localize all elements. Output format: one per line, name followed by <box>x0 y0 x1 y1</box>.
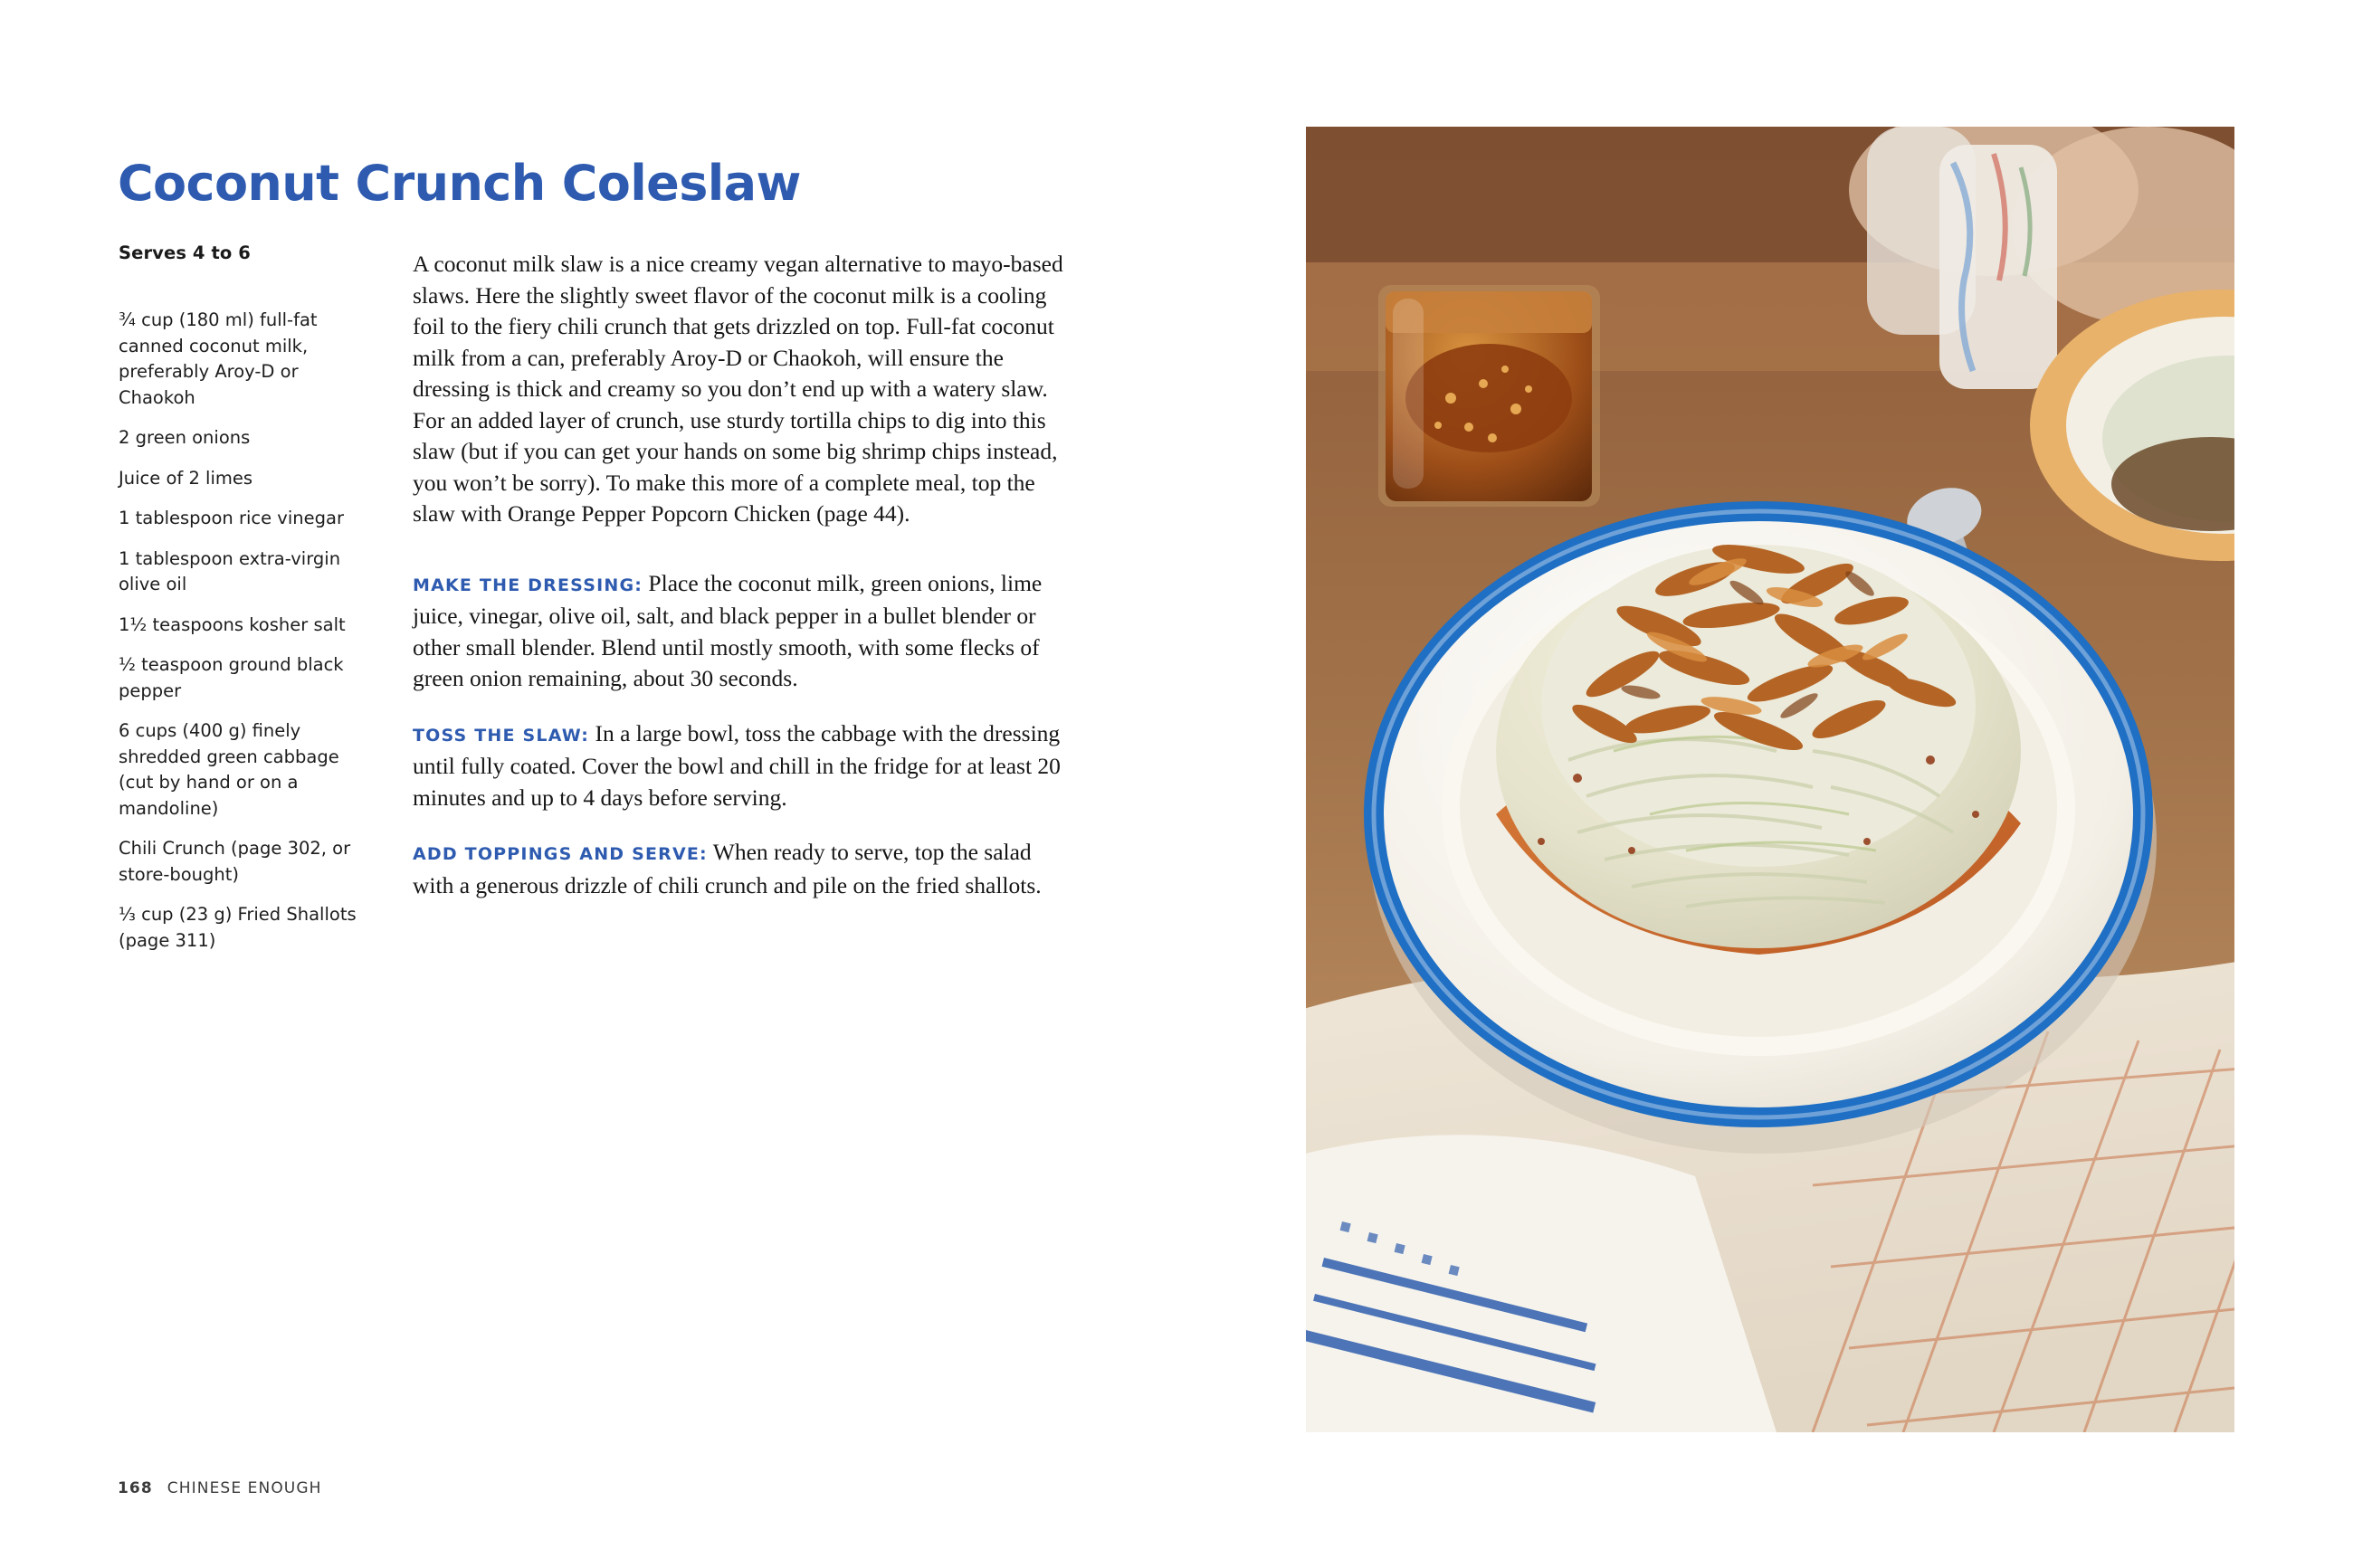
list-item: 1½ teaspoons kosher salt <box>119 613 346 635</box>
recipe-body <box>413 249 1072 925</box>
page-footer <box>118 1479 322 1497</box>
list-item: 1 tablespoon rice vinegar <box>119 508 344 528</box>
recipe-intro-paragraph: A coconut milk slaw is a nice creamy vegan alternative to mayo-based slaws. Here the slightly sweet flavor of the coconut milk is a cooling foil to the fiery chili crunch that gets drizzled on top. Full-fat coconut milk from a can, preferably Aroy-D or Chaokoh, will ensure the dressing is thick and creamy so you don’t end up with a watery slaw. For an added layer of crunch, use sturdy tortilla chips to dig into this slaw (but if you can get your hands on some big shrimp chips instead, you won’t be sorry). To make this more of a complete meal, top the slaw with Orange Pepper Popcorn Chicken (page 44). <box>413 251 1063 527</box>
recipe-step <box>413 837 1072 901</box>
recipe-step <box>413 568 1072 695</box>
serves-label: Serves 4 to 6 <box>119 242 251 263</box>
list-item: Chili Crunch (page 302, or store-bought) <box>119 838 351 885</box>
page-number: 168 <box>118 1479 153 1497</box>
step-text: Place the coconut milk, green onions, lime juice, vinegar, olive oil, salt, and black pepper in a bullet blender or other small blender. Blend until mostly smooth, with some flecks of green onion remaining, about 30 seconds. <box>413 569 1043 691</box>
book-title: CHINESE ENOUGH <box>167 1479 322 1497</box>
page-title: Coconut Crunch Coleslaw <box>118 155 801 213</box>
step-label: TOSS THE SLAW: <box>413 725 590 746</box>
list-item: 2 green onions <box>119 427 251 448</box>
recipe-photo <box>1306 127 2234 1432</box>
list-item: ¾ cup (180 ml) full-fat canned coconut milk, preferably Aroy-D or Chaokoh <box>119 309 318 408</box>
list-item: 1 tablespoon extra-virgin olive oil <box>119 547 341 594</box>
recipe-step <box>413 718 1072 814</box>
step-label: MAKE THE DRESSING: <box>413 575 643 595</box>
step-text: In a large bowl, toss the cabbage with the dressing until fully coated. Cover the bowl and chill in the fridge for at least 20 minutes and up to 4 days before serving. <box>413 719 1061 811</box>
list-item: 6 cups (400 g) finely shredded green cabbage (cut by hand or on a mandoline) <box>119 720 339 819</box>
list-item: ½ teaspoon ground black pepper <box>119 654 344 701</box>
step-label: ADD TOPPINGS AND SERVE: <box>413 844 708 864</box>
list-item: ⅓ cup (23 g) Fried Shallots (page 311) <box>119 904 357 951</box>
step-text: When ready to serve, top the salad with a generous drizzle of chili crunch and pile on the fried shallots. <box>413 839 1042 898</box>
list-item: Juice of 2 limes <box>119 467 253 489</box>
ingredients-list <box>119 308 376 968</box>
